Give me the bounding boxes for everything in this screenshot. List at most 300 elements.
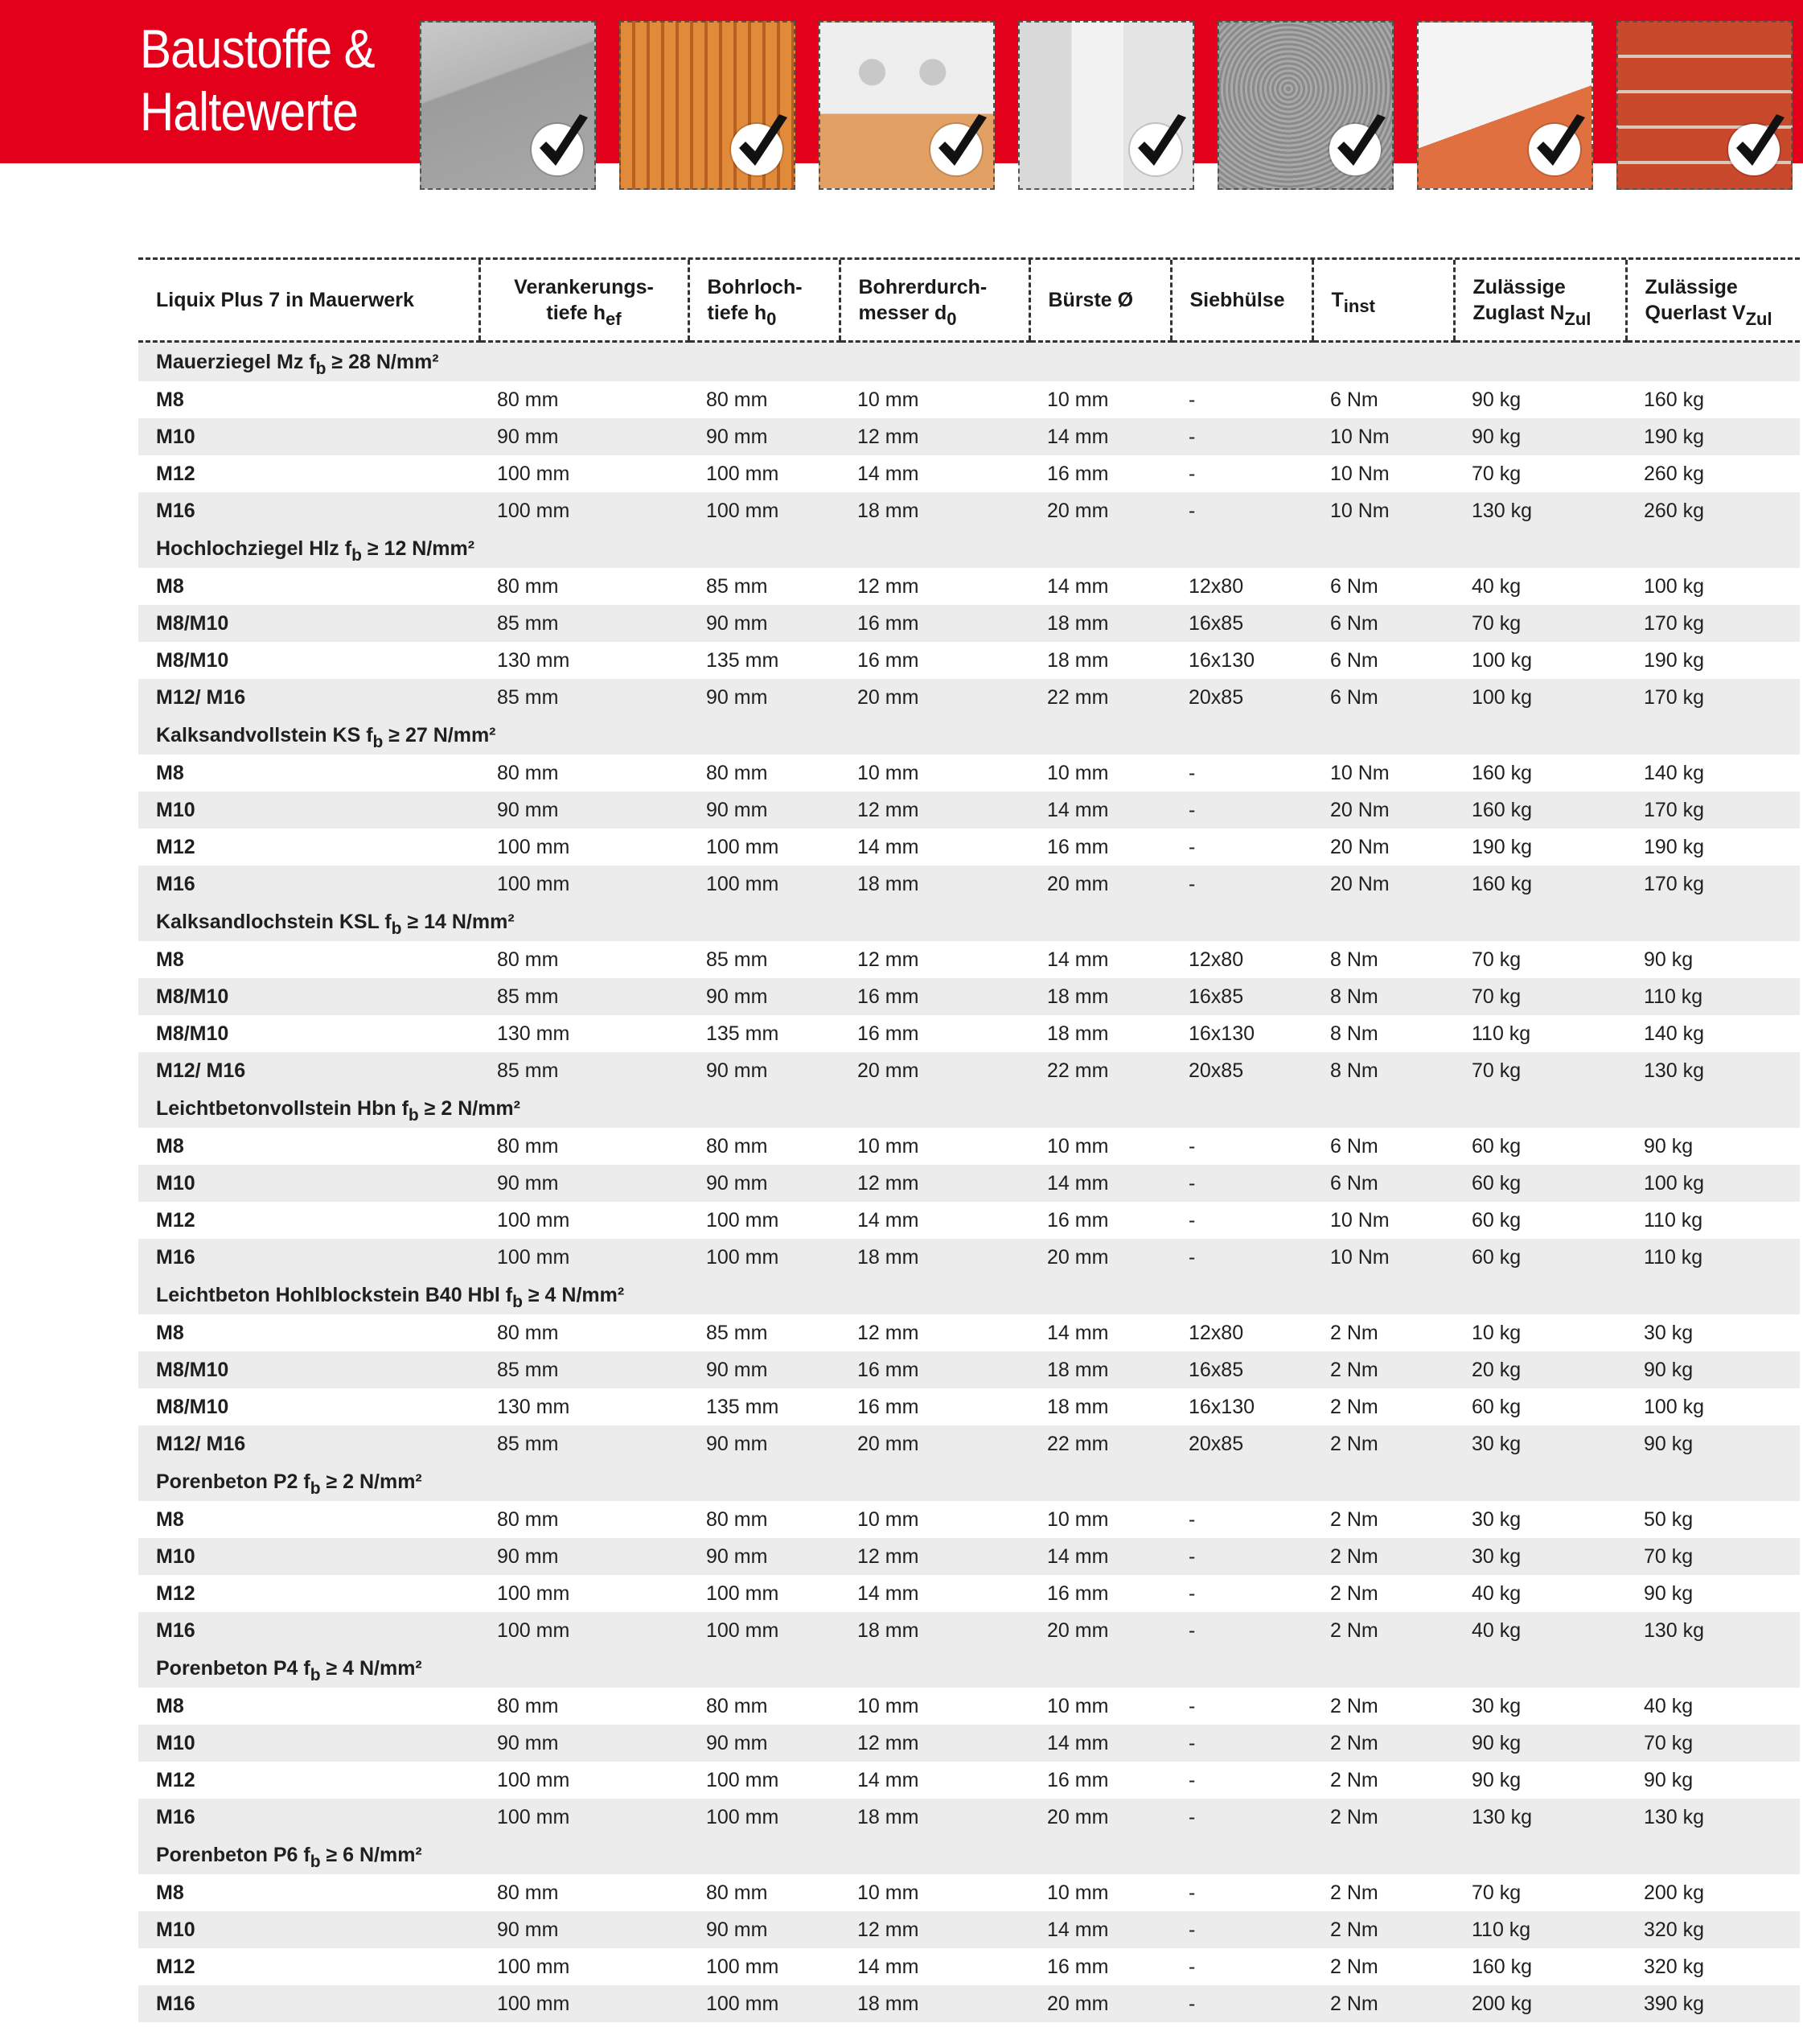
table-row	[138, 1425, 1800, 1462]
cell-shear-load: 320 kg	[1644, 1955, 1705, 1978]
cell-sleeve: -	[1189, 462, 1196, 485]
cell-size: M12	[156, 462, 195, 485]
cell-size: M10	[138, 1725, 479, 1762]
col-header-tinst: Tinst	[1312, 260, 1454, 342]
check-icon	[731, 124, 782, 175]
cell-anchor-depth: 100 mm	[497, 1955, 570, 1978]
cell-anchor-depth: 80 mm	[497, 388, 559, 411]
page-title-line-2: Haltewerte	[140, 81, 358, 142]
cell-hole-depth: 85 mm	[706, 574, 768, 598]
material-tiles	[420, 21, 1803, 191]
cell-shear-load: 260 kg	[1644, 462, 1705, 485]
cell-size: M12/ M16	[138, 1052, 479, 1089]
cell-drill-diameter: 18 mm	[840, 1612, 1029, 1649]
group-title-strength: ≥ 4 N/mm²	[522, 1283, 625, 1306]
check-icon	[1130, 124, 1181, 175]
cell-hole-depth: 135 mm	[706, 1395, 779, 1418]
cell-drill-diameter: 16 mm	[857, 1395, 919, 1418]
group-header-row	[138, 903, 1800, 941]
cell-shear-load: 170 kg	[1626, 866, 1800, 903]
cell-tinst: 2 Nm	[1312, 1911, 1454, 1948]
cell-size: M16	[138, 1985, 479, 2022]
cell-tinst: 10 Nm	[1330, 462, 1390, 485]
cell-size: M8/M10	[138, 605, 479, 642]
cell-sleeve: 12x80	[1189, 574, 1244, 598]
cell-drill-diameter: 10 mm	[857, 1134, 919, 1158]
cell-shear-load: 140 kg	[1644, 1022, 1705, 1045]
group-title	[138, 903, 1800, 941]
cell-anchor-depth: 80 mm	[497, 1321, 559, 1344]
cell-drill-diameter: 14 mm	[857, 1955, 919, 1978]
cell-hole-depth: 100 mm	[688, 1985, 840, 2022]
cell-sleeve: -	[1171, 1538, 1312, 1575]
cell-tension-load: 40 kg	[1472, 1581, 1522, 1605]
table-row	[138, 1612, 1800, 1649]
table-row	[138, 1165, 1800, 1202]
cell-tension-load: 70 kg	[1472, 462, 1522, 485]
table-header-row	[138, 260, 1800, 342]
cell-tension-load: 70 kg	[1472, 1881, 1522, 1904]
cell-size: M10	[138, 1911, 479, 1948]
cell-anchor-depth: 100 mm	[479, 492, 688, 529]
cell-hole-depth: 80 mm	[706, 1694, 768, 1717]
cell-drill-diameter: 16 mm	[857, 1022, 919, 1045]
cell-anchor-depth: 85 mm	[479, 1425, 688, 1462]
cell-size: M12	[156, 1208, 195, 1232]
cell-tension-load: 160 kg	[1472, 761, 1533, 784]
cell-shear-load: 190 kg	[1644, 648, 1705, 672]
cell-tinst: 6 Nm	[1330, 388, 1378, 411]
cell-tinst: 2 Nm	[1312, 1351, 1454, 1388]
material-tile-leichtbeton	[1218, 21, 1394, 190]
cell-brush: 20 mm	[1029, 1612, 1171, 1649]
cell-shear-load: 190 kg	[1644, 835, 1705, 858]
cell-sleeve: -	[1189, 1694, 1196, 1717]
cell-size: M8	[156, 1321, 184, 1344]
cell-shear-load: 260 kg	[1626, 492, 1800, 529]
cell-tension-load: 160 kg	[1472, 1955, 1533, 1978]
cell-hole-depth: 90 mm	[688, 1351, 840, 1388]
cell-shear-load: 40 kg	[1644, 1694, 1694, 1717]
cell-size: M8	[156, 1134, 184, 1158]
group-title-strength: ≥ 14 N/mm²	[401, 910, 515, 933]
cell-size: M8/M10	[138, 1351, 479, 1388]
cell-brush: 14 mm	[1029, 792, 1171, 829]
table-row	[138, 1351, 1800, 1388]
table-row	[138, 1015, 1800, 1052]
cell-sleeve: -	[1189, 1581, 1196, 1605]
cell-drill-diameter: 12 mm	[840, 1538, 1029, 1575]
cell-shear-load: 170 kg	[1626, 792, 1800, 829]
table-row	[138, 941, 1800, 978]
cell-sleeve: -	[1171, 792, 1312, 829]
cell-anchor-depth: 100 mm	[479, 1985, 688, 2022]
cell-size: M10	[138, 1538, 479, 1575]
cell-size: M10	[138, 1165, 479, 1202]
cell-hole-depth: 90 mm	[688, 1538, 840, 1575]
table-row	[138, 1538, 1800, 1575]
cell-sleeve: 16x130	[1189, 1395, 1255, 1418]
cell-anchor-depth: 80 mm	[497, 1694, 559, 1717]
cell-hole-depth: 100 mm	[706, 835, 779, 858]
cell-size: M16	[138, 866, 479, 903]
cell-brush: 14 mm	[1029, 1165, 1171, 1202]
cell-hole-depth: 90 mm	[688, 792, 840, 829]
col-header-sleeve: Siebhülse	[1171, 260, 1312, 342]
cell-hole-depth: 90 mm	[688, 605, 840, 642]
col-header-shear-load: Zulässige Querlast VZul	[1626, 260, 1800, 342]
table-row	[138, 1762, 1800, 1799]
cell-tinst: 8 Nm	[1312, 978, 1454, 1015]
cell-hole-depth: 80 mm	[706, 1507, 768, 1531]
page-title-line-1: Baustoffe &	[140, 19, 375, 80]
cell-brush: 14 mm	[1029, 418, 1171, 455]
group-title	[138, 716, 1800, 755]
cell-size: M10	[138, 418, 479, 455]
cell-anchor-depth: 100 mm	[479, 1799, 688, 1836]
cell-size: M16	[138, 1612, 479, 1649]
cell-tension-load: 60 kg	[1454, 1165, 1626, 1202]
cell-drill-diameter: 14 mm	[857, 1581, 919, 1605]
cell-size: M16	[138, 1799, 479, 1836]
cell-sleeve: -	[1189, 761, 1196, 784]
cell-brush: 14 mm	[1047, 574, 1109, 598]
cell-sleeve: 16x85	[1171, 1351, 1312, 1388]
cell-anchor-depth: 80 mm	[497, 574, 559, 598]
haltewerte-table	[138, 257, 1800, 2022]
cell-shear-load: 110 kg	[1644, 1208, 1703, 1232]
cell-hole-depth: 100 mm	[688, 1612, 840, 1649]
cell-anchor-depth: 90 mm	[479, 1538, 688, 1575]
cell-brush: 20 mm	[1029, 492, 1171, 529]
cell-tinst: 10 Nm	[1330, 761, 1390, 784]
cell-brush: 10 mm	[1047, 761, 1109, 784]
cell-drill-diameter: 20 mm	[840, 679, 1029, 716]
cell-sleeve: -	[1171, 1165, 1312, 1202]
cell-brush: 10 mm	[1047, 1507, 1109, 1531]
cell-hole-depth: 90 mm	[688, 1911, 840, 1948]
cell-size: M8/M10	[156, 648, 229, 672]
cell-tension-load: 40 kg	[1472, 574, 1522, 598]
cell-hole-depth: 135 mm	[706, 1022, 779, 1045]
page-title	[140, 18, 375, 143]
cell-brush: 14 mm	[1047, 1321, 1109, 1344]
cell-shear-load: 50 kg	[1644, 1507, 1694, 1531]
cell-drill-diameter: 10 mm	[857, 1881, 919, 1904]
group-title	[138, 1836, 1800, 1874]
cell-anchor-depth: 130 mm	[497, 648, 570, 672]
cell-tension-load: 70 kg	[1472, 948, 1522, 971]
group-title	[138, 1089, 1800, 1128]
cell-sleeve: -	[1171, 1239, 1312, 1276]
cell-sleeve: 12x80	[1189, 948, 1244, 971]
cell-sleeve: -	[1171, 1911, 1312, 1948]
cell-anchor-depth: 90 mm	[479, 792, 688, 829]
cell-size: M8/M10	[156, 1022, 229, 1045]
cell-shear-load: 90 kg	[1626, 1351, 1800, 1388]
cell-size: M12	[156, 835, 195, 858]
group-title-subscript: b	[315, 359, 327, 378]
cell-shear-load: 190 kg	[1626, 418, 1800, 455]
cell-brush: 18 mm	[1047, 1022, 1109, 1045]
cell-shear-load: 110 kg	[1626, 978, 1800, 1015]
table-row	[138, 492, 1800, 529]
cell-tinst: 2 Nm	[1312, 1725, 1454, 1762]
cell-tension-load: 90 kg	[1472, 1768, 1522, 1791]
cell-anchor-depth: 80 mm	[497, 1881, 559, 1904]
col-header-drill-diameter: Bohrerdurch- messer d0	[840, 260, 1029, 342]
cell-brush: 10 mm	[1047, 1694, 1109, 1717]
cell-drill-diameter: 12 mm	[840, 792, 1029, 829]
cell-hole-depth: 85 mm	[706, 948, 768, 971]
cell-shear-load: 170 kg	[1626, 679, 1800, 716]
group-title-strength: ≥ 4 N/mm²	[320, 1656, 422, 1680]
cell-shear-load: 100 kg	[1644, 574, 1705, 598]
cell-shear-load: 30 kg	[1644, 1321, 1694, 1344]
cell-drill-diameter: 10 mm	[857, 1694, 919, 1717]
cell-tension-load: 160 kg	[1454, 792, 1626, 829]
cell-sleeve: -	[1171, 1725, 1312, 1762]
cell-sleeve: -	[1171, 1799, 1312, 1836]
cell-hole-depth: 100 mm	[688, 1799, 840, 1836]
material-tile-porenbeton	[1018, 21, 1194, 190]
cell-drill-diameter: 12 mm	[840, 1725, 1029, 1762]
cell-drill-diameter: 14 mm	[857, 835, 919, 858]
cell-tension-load: 40 kg	[1454, 1612, 1626, 1649]
cell-shear-load: 110 kg	[1626, 1239, 1800, 1276]
cell-sleeve: 12x80	[1189, 1321, 1244, 1344]
cell-tinst: 8 Nm	[1330, 948, 1378, 971]
group-title-subscript: b	[351, 545, 362, 565]
cell-tension-load: 110 kg	[1454, 1911, 1626, 1948]
cell-brush: 16 mm	[1047, 1581, 1109, 1605]
table-row	[138, 755, 1800, 792]
cell-anchor-depth: 80 mm	[497, 948, 559, 971]
group-title-strength: ≥ 2 N/mm²	[418, 1096, 520, 1120]
cell-anchor-depth: 85 mm	[479, 679, 688, 716]
check-icon	[1329, 124, 1381, 175]
cell-shear-load: 100 kg	[1626, 1165, 1800, 1202]
table-row	[138, 568, 1800, 605]
cell-size: M12	[156, 1768, 195, 1791]
table-body	[138, 342, 1800, 2023]
cell-tinst: 2 Nm	[1330, 1507, 1378, 1531]
cell-brush: 22 mm	[1029, 1052, 1171, 1089]
cell-tension-load: 90 kg	[1454, 418, 1626, 455]
table-row	[138, 1948, 1800, 1985]
cell-tinst: 6 Nm	[1330, 648, 1378, 672]
cell-anchor-depth: 90 mm	[479, 1911, 688, 1948]
group-title-subscript: b	[310, 1665, 321, 1684]
cell-size: M8/M10	[156, 1395, 229, 1418]
check-icon	[1728, 124, 1780, 175]
cell-drill-diameter: 16 mm	[840, 1351, 1029, 1388]
cell-drill-diameter: 12 mm	[840, 418, 1029, 455]
cell-sleeve: -	[1189, 1768, 1196, 1791]
table-row	[138, 455, 1800, 492]
cell-brush: 20 mm	[1029, 1239, 1171, 1276]
cell-size: M8	[156, 761, 184, 784]
cell-tinst: 2 Nm	[1330, 1881, 1378, 1904]
cell-anchor-depth: 100 mm	[479, 866, 688, 903]
cell-brush: 18 mm	[1047, 648, 1109, 672]
cell-hole-depth: 135 mm	[706, 648, 779, 672]
col-header-product: Liquix Plus 7 in Mauerwerk	[138, 260, 479, 342]
cell-tinst: 6 Nm	[1330, 1134, 1378, 1158]
cell-sleeve: -	[1189, 835, 1196, 858]
cell-drill-diameter: 12 mm	[857, 574, 919, 598]
cell-anchor-depth: 90 mm	[479, 1725, 688, 1762]
cell-tension-load: 10 kg	[1472, 1321, 1522, 1344]
cell-tension-load: 70 kg	[1454, 1052, 1626, 1089]
group-title-subscript: b	[391, 919, 402, 938]
cell-shear-load: 130 kg	[1626, 1052, 1800, 1089]
cell-drill-diameter: 12 mm	[840, 1911, 1029, 1948]
cell-hole-depth: 90 mm	[688, 978, 840, 1015]
cell-tinst: 6 Nm	[1312, 679, 1454, 716]
cell-tension-load: 70 kg	[1454, 978, 1626, 1015]
group-title-subscript: b	[310, 1479, 321, 1498]
cell-sleeve: 20x85	[1171, 1052, 1312, 1089]
table-row	[138, 642, 1800, 679]
cell-brush: 10 mm	[1047, 388, 1109, 411]
group-title-strength: ≥ 28 N/mm²	[326, 350, 439, 373]
cell-drill-diameter: 12 mm	[857, 948, 919, 971]
cell-shear-load: 160 kg	[1644, 388, 1705, 411]
group-title	[138, 1649, 1800, 1688]
cell-hole-depth: 80 mm	[706, 1881, 768, 1904]
cell-sleeve: 16x130	[1189, 1022, 1255, 1045]
cell-sleeve: -	[1189, 1881, 1196, 1904]
material-tile-kalksandlochstein	[819, 21, 995, 190]
cell-hole-depth: 90 mm	[688, 1165, 840, 1202]
table-row	[138, 866, 1800, 903]
group-title-text: Porenbeton P6 f	[156, 1843, 310, 1866]
cell-brush: 20 mm	[1029, 866, 1171, 903]
cell-shear-load: 70 kg	[1626, 1538, 1800, 1575]
cell-tinst: 2 Nm	[1330, 1395, 1378, 1418]
group-title-subscript: b	[512, 1292, 523, 1311]
cell-hole-depth: 90 mm	[688, 1052, 840, 1089]
cell-tension-load: 130 kg	[1454, 492, 1626, 529]
table-row	[138, 1202, 1800, 1239]
cell-anchor-depth: 85 mm	[479, 1052, 688, 1089]
cell-drill-diameter: 14 mm	[857, 1208, 919, 1232]
cell-tension-load: 90 kg	[1472, 388, 1522, 411]
check-icon	[930, 124, 982, 175]
cell-sleeve: 16x85	[1171, 978, 1312, 1015]
cell-size: M8	[156, 574, 184, 598]
cell-tinst: 2 Nm	[1312, 1612, 1454, 1649]
cell-shear-load: 320 kg	[1626, 1911, 1800, 1948]
cell-anchor-depth: 100 mm	[479, 1612, 688, 1649]
cell-brush: 14 mm	[1047, 948, 1109, 971]
cell-size: M12/ M16	[138, 679, 479, 716]
cell-brush: 18 mm	[1029, 605, 1171, 642]
cell-anchor-depth: 85 mm	[479, 605, 688, 642]
group-title-strength: ≥ 27 N/mm²	[383, 723, 496, 746]
cell-size: M12	[156, 1581, 195, 1605]
cell-shear-load: 390 kg	[1626, 1985, 1800, 2022]
cell-drill-diameter: 20 mm	[840, 1052, 1029, 1089]
table-row	[138, 1388, 1800, 1425]
group-header-row	[138, 1276, 1800, 1314]
cell-tension-load: 30 kg	[1472, 1694, 1522, 1717]
cell-hole-depth: 90 mm	[688, 1425, 840, 1462]
cell-hole-depth: 100 mm	[706, 462, 779, 485]
table-row	[138, 1052, 1800, 1089]
cell-shear-load: 90 kg	[1644, 948, 1694, 971]
group-header-row	[138, 1649, 1800, 1688]
cell-anchor-depth: 100 mm	[497, 1581, 570, 1605]
col-header-hole-depth: Bohrloch- tiefe h0	[688, 260, 840, 342]
cell-hole-depth: 100 mm	[706, 1768, 779, 1791]
cell-tinst: 2 Nm	[1312, 1538, 1454, 1575]
table-row	[138, 1874, 1800, 1911]
cell-sleeve: -	[1171, 1985, 1312, 2022]
cell-brush: 16 mm	[1047, 462, 1109, 485]
cell-shear-load: 200 kg	[1644, 1881, 1705, 1904]
cell-sleeve: -	[1189, 1134, 1196, 1158]
cell-shear-load: 90 kg	[1626, 1425, 1800, 1462]
cell-brush: 16 mm	[1047, 1768, 1109, 1791]
cell-sleeve: -	[1171, 866, 1312, 903]
cell-sleeve: -	[1189, 1507, 1196, 1531]
group-header-row	[138, 529, 1800, 568]
cell-tinst: 6 Nm	[1312, 605, 1454, 642]
cell-tension-load: 60 kg	[1472, 1208, 1522, 1232]
cell-sleeve: 20x85	[1171, 1425, 1312, 1462]
cell-sleeve: -	[1171, 492, 1312, 529]
cell-tension-load: 20 kg	[1454, 1351, 1626, 1388]
cell-brush: 14 mm	[1029, 1911, 1171, 1948]
cell-drill-diameter: 18 mm	[840, 1985, 1029, 2022]
cell-anchor-depth: 100 mm	[497, 462, 570, 485]
table-row	[138, 1239, 1800, 1276]
cell-sleeve: 20x85	[1171, 679, 1312, 716]
cell-tension-load: 190 kg	[1472, 835, 1533, 858]
cell-tension-load: 100 kg	[1454, 679, 1626, 716]
group-header-row	[138, 1462, 1800, 1501]
cell-hole-depth: 100 mm	[688, 492, 840, 529]
table-row	[138, 978, 1800, 1015]
group-title-strength: ≥ 6 N/mm²	[320, 1843, 422, 1866]
group-header-row	[138, 342, 1800, 382]
cell-sleeve: -	[1189, 388, 1196, 411]
cell-brush: 14 mm	[1029, 1725, 1171, 1762]
group-title-text: Leichtbetonvollstein Hbn f	[156, 1096, 409, 1120]
cell-tinst: 8 Nm	[1312, 1052, 1454, 1089]
cell-hole-depth: 100 mm	[706, 1955, 779, 1978]
col-header-brush: Bürste Ø	[1029, 260, 1171, 342]
group-title-strength: ≥ 2 N/mm²	[320, 1470, 422, 1493]
cell-brush: 18 mm	[1029, 1351, 1171, 1388]
material-tile-kalksandvollstein	[1417, 21, 1593, 190]
cell-brush: 14 mm	[1029, 1538, 1171, 1575]
cell-tension-load: 30 kg	[1454, 1425, 1626, 1462]
col-header-anchor-depth: Verankerungs- tiefe hef	[479, 260, 688, 342]
cell-drill-diameter: 10 mm	[857, 761, 919, 784]
group-title	[138, 529, 1800, 568]
table-row	[138, 1799, 1800, 1836]
cell-tinst: 2 Nm	[1330, 1581, 1378, 1605]
cell-tinst: 10 Nm	[1312, 418, 1454, 455]
group-title-text: Mauerziegel Mz f	[156, 350, 316, 373]
cell-tinst: 2 Nm	[1330, 1768, 1378, 1791]
material-tile-mauerziegel	[619, 21, 795, 190]
cell-tinst: 2 Nm	[1330, 1694, 1378, 1717]
table-row	[138, 1575, 1800, 1612]
